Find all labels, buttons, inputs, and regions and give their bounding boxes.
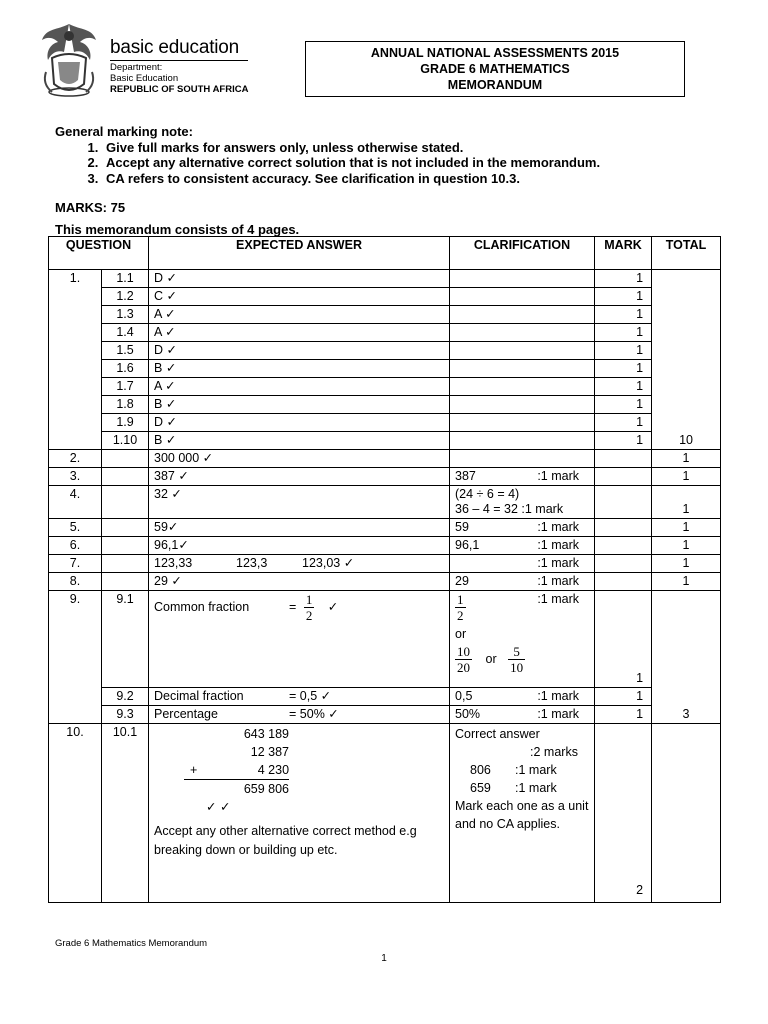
sub-question bbox=[102, 537, 149, 555]
clarification-cell bbox=[450, 450, 595, 468]
header-question: QUESTION bbox=[49, 237, 149, 270]
page-number: 1 bbox=[381, 953, 387, 964]
clar-line: Correct answer bbox=[455, 727, 540, 741]
coat-of-arms-logo bbox=[38, 22, 100, 98]
fraction bbox=[455, 644, 472, 675]
clarification-cell bbox=[450, 396, 595, 414]
note-item: 1. Give full marks for answers only, unless otherwise stated. bbox=[102, 140, 600, 156]
clar-value: 29 bbox=[455, 574, 469, 588]
clar-mark: :1 mark bbox=[537, 592, 580, 606]
table-row bbox=[49, 486, 721, 519]
title-line-2: GRADE 6 MATHEMATICS bbox=[420, 62, 570, 76]
clarification-cell bbox=[450, 537, 595, 555]
clar-line: Mark each one as a unit and no CA applies. bbox=[455, 799, 589, 831]
header-clarification: CLARIFICATION bbox=[450, 237, 595, 270]
answer-cell: 59✓ bbox=[149, 519, 450, 537]
clarification-cell bbox=[450, 573, 595, 591]
table-row bbox=[49, 519, 721, 537]
mark-cell: 1 bbox=[595, 306, 652, 324]
table-header-row bbox=[49, 237, 721, 270]
brand-block bbox=[110, 38, 239, 58]
title-line-3: MEMORANDUM bbox=[447, 78, 543, 92]
answer-cell: B ✓ bbox=[149, 360, 450, 378]
clar-line: :2 marks bbox=[530, 745, 578, 759]
clar-mark: :1 mark bbox=[537, 556, 580, 570]
mark-cell bbox=[595, 468, 652, 486]
question-number: 8. bbox=[49, 573, 102, 591]
sub-question: 9.1 bbox=[102, 591, 149, 688]
total-cell: 10 bbox=[652, 270, 721, 450]
clarification-cell bbox=[450, 468, 595, 486]
total-cell: 1 bbox=[652, 519, 721, 537]
fraction-denominator: 10 bbox=[510, 660, 524, 675]
sub-question bbox=[102, 450, 149, 468]
equals-sign: = bbox=[289, 600, 297, 614]
answer-cell bbox=[149, 706, 450, 724]
clarification-cell bbox=[450, 432, 595, 450]
plus-sign: + bbox=[190, 763, 198, 777]
fraction bbox=[455, 592, 466, 623]
clar-line: 36 – 4 = 32 :1 mark bbox=[455, 502, 564, 516]
sub-question: 9.2 bbox=[102, 688, 149, 706]
answer-cell: B ✓ bbox=[149, 396, 450, 414]
clar-line: (24 ÷ 6 = 4) bbox=[455, 487, 520, 501]
question-number: 2. bbox=[49, 450, 102, 468]
sub-question: 1.1 bbox=[102, 270, 149, 288]
answer-cell: 300 000 ✓ bbox=[149, 450, 450, 468]
sub-question: 9.3 bbox=[102, 706, 149, 724]
addition-working bbox=[184, 725, 289, 816]
answer-cell: 387 ✓ bbox=[149, 468, 450, 486]
sub-question: 1.3 bbox=[102, 306, 149, 324]
sub-question: 1.9 bbox=[102, 414, 149, 432]
sub-question bbox=[102, 468, 149, 486]
table-row bbox=[49, 288, 721, 306]
mark-cell: 1 bbox=[595, 360, 652, 378]
answer-cell: D ✓ bbox=[149, 270, 450, 288]
fraction bbox=[508, 644, 525, 675]
answer-cell: A ✓ bbox=[149, 378, 450, 396]
table-row bbox=[49, 360, 721, 378]
answer-option: 123,3 bbox=[236, 556, 268, 570]
or-label: or bbox=[485, 651, 497, 666]
table-row bbox=[49, 555, 721, 573]
clarification-cell bbox=[450, 270, 595, 288]
clar-value: 0,5 bbox=[455, 689, 473, 703]
answer-cell: C ✓ bbox=[149, 288, 450, 306]
clar-mark: :1 mark bbox=[537, 520, 580, 534]
mark-cell bbox=[595, 555, 652, 573]
header-total: TOTAL bbox=[652, 237, 721, 270]
clar-value: 659 bbox=[470, 781, 491, 795]
table-row bbox=[49, 537, 721, 555]
answer-cell: 32 ✓ bbox=[149, 486, 450, 519]
marking-notes bbox=[55, 124, 600, 186]
question-number: 10. bbox=[49, 724, 102, 903]
mark-cell: 1 bbox=[595, 270, 652, 288]
sub-question bbox=[102, 486, 149, 519]
mark-cell: 1 bbox=[595, 378, 652, 396]
addend: 643 189 bbox=[243, 727, 290, 741]
table-row bbox=[49, 396, 721, 414]
mark-cell: 1 bbox=[595, 591, 652, 688]
table-row bbox=[49, 324, 721, 342]
answer-cell: D ✓ bbox=[149, 342, 450, 360]
sub-question: 1.8 bbox=[102, 396, 149, 414]
fraction bbox=[304, 592, 315, 623]
note-item: 2. Accept any alternative correct solution that is not included in the memorandum. bbox=[102, 155, 600, 171]
clar-value: 387 bbox=[455, 469, 476, 483]
total-cell bbox=[652, 724, 721, 903]
fraction-denominator: 20 bbox=[457, 660, 471, 675]
mark-cell: 1 bbox=[595, 432, 652, 450]
total-cell: 1 bbox=[652, 573, 721, 591]
clarification-cell bbox=[450, 378, 595, 396]
question-number: 9. bbox=[49, 591, 102, 724]
total-cell: 1 bbox=[652, 450, 721, 468]
question-number: 7. bbox=[49, 555, 102, 573]
question-number: 4. bbox=[49, 486, 102, 519]
mark-cell bbox=[595, 519, 652, 537]
mark-cell bbox=[595, 573, 652, 591]
clarification-cell bbox=[450, 342, 595, 360]
sub-question: 10.1 bbox=[102, 724, 149, 903]
answer-cell bbox=[149, 555, 450, 573]
clar-value: 806 bbox=[470, 763, 491, 777]
total-cell: 1 bbox=[652, 537, 721, 555]
sub-question: 1.4 bbox=[102, 324, 149, 342]
answer-cell bbox=[149, 688, 450, 706]
table-row bbox=[49, 573, 721, 591]
table-row bbox=[49, 450, 721, 468]
mark-cell: 1 bbox=[595, 688, 652, 706]
total-cell: 1 bbox=[652, 486, 721, 519]
clar-value: 59 bbox=[455, 520, 469, 534]
sub-question bbox=[102, 519, 149, 537]
table-row bbox=[49, 414, 721, 432]
mark-cell: 1 bbox=[595, 288, 652, 306]
clarification-cell bbox=[450, 519, 595, 537]
answer-cell: B ✓ bbox=[149, 432, 450, 450]
addend: 12 387 bbox=[250, 745, 290, 759]
answer-cell bbox=[149, 724, 450, 903]
footer-text: Grade 6 Mathematics Memorandum bbox=[55, 938, 208, 949]
clarification-cell bbox=[450, 486, 595, 519]
table-row bbox=[49, 432, 721, 450]
clarification-cell bbox=[450, 306, 595, 324]
clarification-cell bbox=[450, 555, 595, 573]
check-marks: ✓ ✓ bbox=[206, 800, 231, 814]
answer-cell: D ✓ bbox=[149, 414, 450, 432]
fraction-denominator: 2 bbox=[457, 608, 464, 623]
table-row bbox=[49, 706, 721, 724]
answer-label: Decimal fraction bbox=[154, 689, 244, 703]
answer-cell: A ✓ bbox=[149, 306, 450, 324]
clarification-cell bbox=[450, 724, 595, 903]
mark-cell: 2 bbox=[595, 724, 652, 903]
table-row bbox=[49, 724, 721, 903]
total-cell: 1 bbox=[652, 468, 721, 486]
answer-label: Percentage bbox=[154, 707, 218, 721]
clar-line bbox=[455, 779, 589, 797]
table-row bbox=[49, 688, 721, 706]
clar-mark: :1 mark bbox=[537, 469, 580, 483]
total-cell: 3 bbox=[652, 591, 721, 724]
clar-line bbox=[455, 761, 589, 779]
country-name: REPUBLIC OF SOUTH AFRICA bbox=[110, 84, 249, 95]
fraction-denominator: 2 bbox=[305, 608, 313, 624]
brand-divider bbox=[110, 60, 248, 61]
table-row bbox=[49, 270, 721, 288]
clarification-cell bbox=[450, 360, 595, 378]
clarification-cell bbox=[450, 706, 595, 724]
department-label: Department: bbox=[110, 62, 163, 73]
clar-value: 96,1 bbox=[455, 538, 480, 552]
question-number: 1. bbox=[49, 270, 102, 450]
table-row bbox=[49, 468, 721, 486]
sub-question: 1.6 bbox=[102, 360, 149, 378]
note-item: 3. CA refers to consistent accuracy. See clarification in question 10.3. bbox=[102, 171, 600, 187]
mark-cell bbox=[595, 450, 652, 468]
sub-question bbox=[102, 555, 149, 573]
sub-question: 1.2 bbox=[102, 288, 149, 306]
fraction-numerator: 1 bbox=[457, 592, 464, 607]
sub-question: 1.7 bbox=[102, 378, 149, 396]
clarification-cell bbox=[450, 688, 595, 706]
answer-value: = 0,5 ✓ bbox=[289, 689, 332, 703]
sum-result: 659 806 bbox=[243, 782, 290, 796]
answer-cell: 29 ✓ bbox=[149, 573, 450, 591]
answer-cell: 96,1✓ bbox=[149, 537, 450, 555]
table-row bbox=[49, 342, 721, 360]
page-count-note: This memorandum consists of 4 pages. bbox=[55, 222, 300, 237]
question-number: 5. bbox=[49, 519, 102, 537]
or-label: or bbox=[455, 627, 467, 641]
title-line-1: ANNUAL NATIONAL ASSESSMENTS 2015 bbox=[370, 46, 620, 60]
fraction-numerator: 10 bbox=[457, 644, 471, 659]
question-number: 3. bbox=[49, 468, 102, 486]
alternative-method-note: Accept any other alternative correct method e.g breaking down or building up etc. bbox=[154, 824, 417, 857]
header-mark: MARK bbox=[595, 237, 652, 270]
brand-title: basic education bbox=[110, 37, 240, 58]
sub-question: 1.5 bbox=[102, 342, 149, 360]
answer-option: 123,33 bbox=[154, 556, 193, 570]
total-cell: 1 bbox=[652, 555, 721, 573]
clarification-cell bbox=[450, 414, 595, 432]
answer-option: 123,03 ✓ bbox=[302, 556, 355, 570]
memorandum-table bbox=[48, 236, 721, 903]
document-title-box bbox=[305, 41, 685, 97]
clar-mark: :1 mark bbox=[537, 689, 580, 703]
mark-cell: 1 bbox=[595, 414, 652, 432]
clar-mark: :1 mark bbox=[537, 574, 580, 588]
check-mark: ✓ bbox=[327, 600, 339, 614]
answer-label: Common fraction bbox=[154, 600, 250, 614]
sub-question: 1.10 bbox=[102, 432, 149, 450]
answer-value: = 50% ✓ bbox=[289, 707, 339, 721]
table-row bbox=[49, 306, 721, 324]
question-number: 6. bbox=[49, 537, 102, 555]
clarification-cell bbox=[450, 324, 595, 342]
mark-cell: 1 bbox=[595, 706, 652, 724]
fraction-numerator: 1 bbox=[305, 592, 313, 608]
fraction-numerator: 5 bbox=[508, 644, 525, 660]
clarification-cell bbox=[450, 591, 595, 688]
clar-mark: :1 mark bbox=[537, 538, 580, 552]
mark-cell bbox=[595, 537, 652, 555]
addend: 4 230 bbox=[257, 763, 290, 777]
answer-cell bbox=[149, 591, 450, 688]
clar-mark: :1 mark bbox=[515, 781, 557, 795]
mark-cell: 1 bbox=[595, 324, 652, 342]
mark-cell: 1 bbox=[595, 396, 652, 414]
table-row bbox=[49, 378, 721, 396]
clar-mark: :1 mark bbox=[537, 707, 580, 721]
total-marks: MARKS: 75 bbox=[55, 200, 126, 215]
header-expected-answer: EXPECTED ANSWER bbox=[149, 237, 450, 270]
table-row bbox=[49, 591, 721, 688]
mark-cell: 1 bbox=[595, 342, 652, 360]
clar-mark: :1 mark bbox=[515, 763, 557, 777]
mark-cell bbox=[595, 486, 652, 519]
clarification-cell bbox=[450, 288, 595, 306]
notes-heading: General marking note: bbox=[55, 124, 193, 139]
clar-value: 50% bbox=[455, 707, 481, 721]
answer-cell: A ✓ bbox=[149, 324, 450, 342]
department-lines bbox=[110, 62, 248, 95]
sub-question bbox=[102, 573, 149, 591]
department-name: Basic Education bbox=[110, 73, 179, 84]
